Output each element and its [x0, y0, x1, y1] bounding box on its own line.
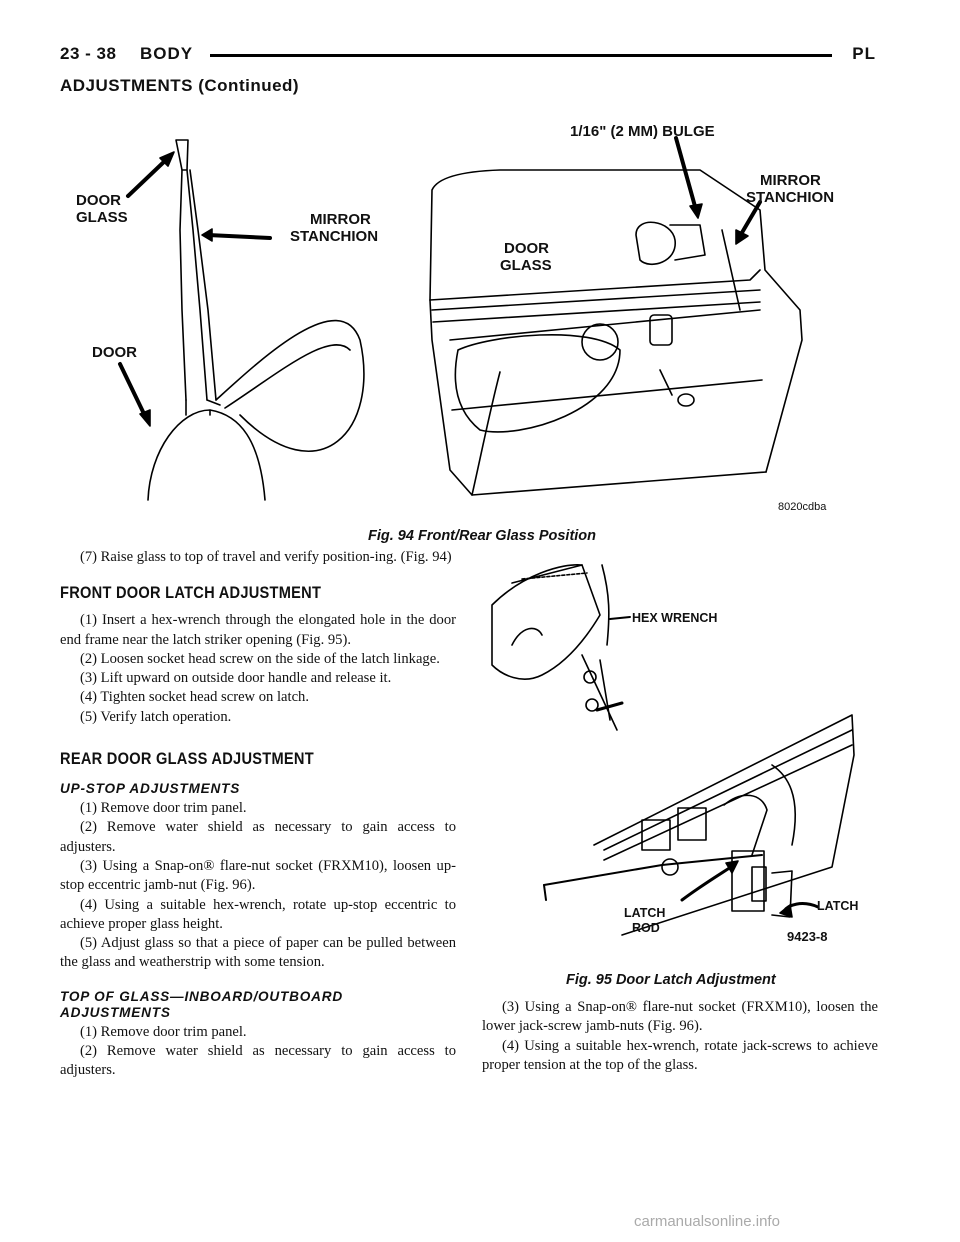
figure-94-caption: Fig. 94 Front/Rear Glass Position: [368, 528, 597, 544]
page-number: 23 - 38: [60, 44, 117, 63]
right-step-4: (4) Using a suitable hex-wrench, rotate jack-screws to achieve proper tension at the top of the glass.: [482, 1037, 878, 1073]
right-step-3: (3) Using a Snap-on® flare-nut socket (FRXM10), loosen the lower jack-screw jamb-nuts (Fig. 96).: [482, 999, 878, 1035]
header-rule: [210, 54, 832, 57]
watermark: carmanualsonline.info: [634, 1213, 780, 1230]
label-latch: LATCH: [817, 899, 859, 913]
label-mirror-stanchion-right: MIRROR STANCHION: [746, 172, 835, 206]
label-hex-wrench: HEX WRENCH: [632, 611, 718, 625]
figure-94: [60, 110, 890, 520]
step-7-paragraph: (7) Raise glass to top of travel and verify position-ing. (Fig. 94): [80, 549, 452, 565]
figure-code: 8020cdba: [778, 501, 827, 513]
label-mirror-stanchion-left: MIRROR STANCHION: [290, 211, 379, 245]
upstop-step-2: (2) Remove water shield as necessary to gain access to adjusters.: [60, 819, 456, 855]
latch-step-2: (2) Loosen socket head screw on the side of the latch linkage.: [80, 650, 440, 667]
left-column: [60, 548, 456, 1081]
continued-heading: ADJUSTMENTS (Continued): [60, 76, 300, 95]
upstop-step-1: (1) Remove door trim panel.: [80, 800, 247, 817]
rear-door-glass-heading: REAR DOOR GLASS ADJUSTMENT: [60, 749, 314, 769]
label-door-glass-right: DOOR GLASS: [500, 240, 552, 274]
label-door: DOOR: [92, 344, 137, 361]
upstop-step-5: (5) Adjust glass so that a piece of paper can be pulled between the glass and weatherstrip with some tension.: [60, 935, 456, 971]
latch-step-3: (3) Lift upward on outside door handle and release it.: [80, 670, 392, 687]
label-bulge: 1/16" (2 MM) BULGE: [570, 123, 715, 140]
latch-step-1: (1) Insert a hex-wrench through the elongated hole in the door end frame near the latch striker opening (Fig. 95).: [60, 612, 456, 648]
top-step-2: (2) Remove water shield as necessary to gain access to adjusters.: [60, 1043, 456, 1079]
upstop-step-3: (3) Using a Snap-on® flare-nut socket (FRXM10), loosen up- stop eccentric jamb-nut (Fig. 96).: [60, 857, 456, 894]
latch-step-5: (5) Verify latch operation.: [80, 708, 232, 725]
right-column: [482, 998, 878, 1075]
top-of-glass-heading: TOP OF GLASS—INBOARD/OUTBOARD ADJUSTMENTS: [60, 988, 343, 1020]
figure-95-caption: Fig. 95 Door Latch Adjustment: [566, 972, 776, 988]
figure-95-code: 9423-8: [787, 929, 828, 944]
label-door-glass-left: DOOR GLASS: [76, 192, 128, 226]
section-title: BODY: [140, 44, 194, 63]
top-step-1: (1) Remove door trim panel.: [80, 1023, 247, 1040]
label-latch-rod: LATCH ROD: [624, 906, 666, 935]
model-code: PL: [852, 44, 876, 63]
page-header: [60, 44, 876, 70]
upstop-step-4: (4) Using a suitable hex-wrench, rotate up-stop eccentric to achieve proper glass height.: [60, 896, 456, 932]
figure-95: [482, 555, 862, 965]
latch-step-4: (4) Tighten socket head screw on latch.: [80, 689, 309, 706]
front-door-latch-heading: FRONT DOOR LATCH ADJUSTMENT: [60, 583, 322, 603]
up-stop-heading: UP-STOP ADJUSTMENTS: [60, 781, 241, 797]
